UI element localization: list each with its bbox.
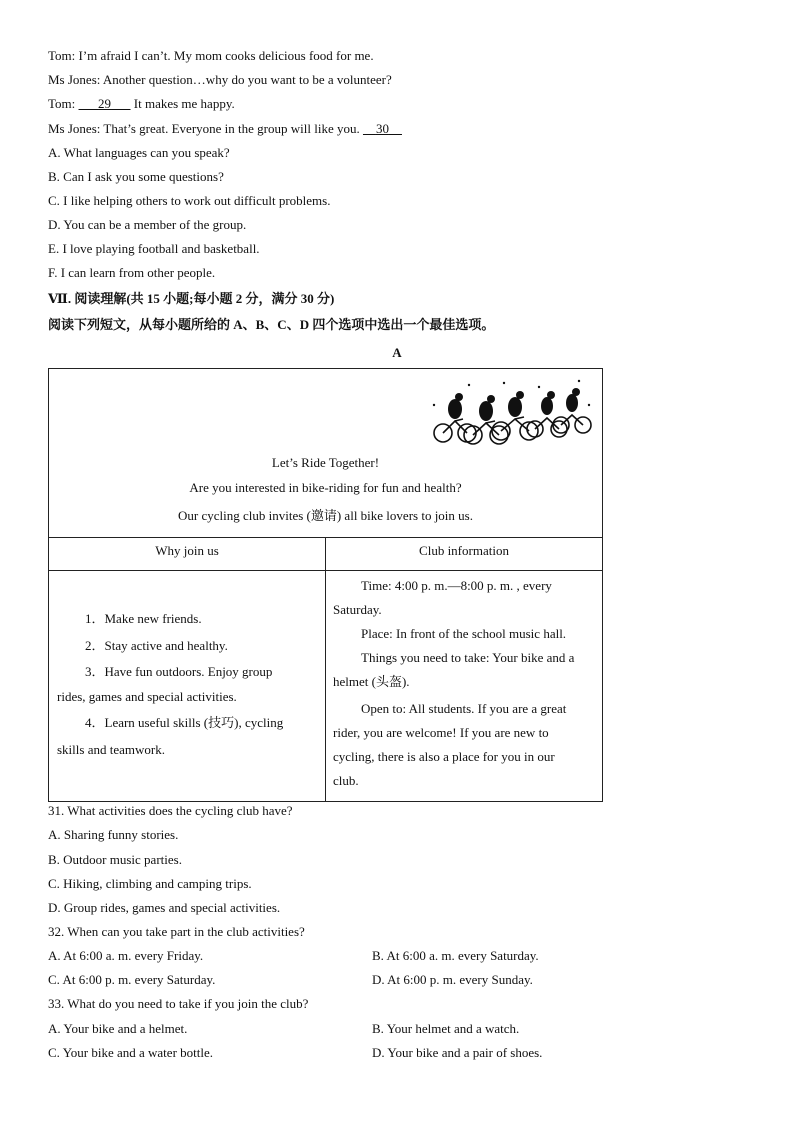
info-take: Things you need to take: Your bike and a xyxy=(361,650,575,665)
q33-option-a: A. Your bike and a helmet. xyxy=(48,1021,188,1036)
ad-title: Let’s Ride Together! xyxy=(271,455,380,470)
dialogue-option-b: B. Can I ask you some questions? xyxy=(48,169,224,184)
why-item-4: 4．Learn useful skills (技巧), cycling xyxy=(85,715,284,730)
col-why-header: Why join us xyxy=(49,537,325,571)
q33-stem: 33. What do you need to take if you join the club? xyxy=(48,996,309,1011)
dialogue-line-2: Ms Jones: Another question…why do you want to be a volunteer? xyxy=(48,72,392,87)
col-info-header: Club information xyxy=(326,537,602,571)
dialogue-option-a: A. What languages can you speak? xyxy=(48,145,230,160)
info-open-cont-3: club. xyxy=(333,773,359,788)
why-item-1: 1．Make new friends. xyxy=(85,611,202,626)
q32-option-c: C. At 6:00 p. m. every Saturday. xyxy=(48,972,216,987)
blank-29-number: 29 xyxy=(98,96,112,111)
blank30-prefix: Ms Jones: That’s great. Everyone in the group will like you. xyxy=(48,121,363,136)
blank-30-number: 30 xyxy=(375,121,389,136)
q31-option-a: A. Sharing funny stories. xyxy=(48,827,179,842)
dialogue-option-f: F. I can learn from other people. xyxy=(48,265,216,280)
blank29-suffix: It makes me happy. xyxy=(130,96,235,111)
dialogue-option-c: C. I like helping others to work out difficult problems. xyxy=(48,193,331,208)
info-take-cont: helmet (头盔). xyxy=(333,674,410,689)
section-title: Ⅶ. 阅读理解(共 15 小题;每小题 2 分，满分 30 分) xyxy=(48,291,335,306)
why-item-3-cont: rides, games and special activities. xyxy=(57,689,237,704)
ad-header xyxy=(49,369,602,538)
q33-option-d: D. Your bike and a pair of shoes. xyxy=(372,1045,543,1060)
q33-option-c: C. Your bike and a water bottle. xyxy=(48,1045,214,1060)
dialogue-line-1: Tom: I’m afraid I can’t. My mom cooks delicious food for me. xyxy=(48,48,374,63)
dialogue-line-29 xyxy=(48,96,235,112)
blank29-prefix: Tom: xyxy=(48,96,79,111)
q31-stem: 31. What activities does the cycling club have? xyxy=(48,803,293,818)
q32-option-d: D. At 6:00 p. m. every Sunday. xyxy=(372,972,533,987)
info-open-cont-1: rider, you are welcome! If you are new to xyxy=(333,725,549,740)
q31-option-d: D. Group rides, games and special activities. xyxy=(48,900,281,915)
dialogue-line-30 xyxy=(48,121,402,137)
why-item-2: 2．Stay active and healthy. xyxy=(85,638,228,653)
ad-line-2: Are you interested in bike-riding for fun and health? xyxy=(189,480,462,495)
why-item-3: 3．Have fun outdoors. Enjoy group xyxy=(85,664,273,679)
blank-29 xyxy=(79,96,131,112)
info-time-cont: Saturday. xyxy=(333,602,382,617)
cyclists-illustration xyxy=(429,375,594,447)
info-open-cont-2: cycling, there is also a place for you in our xyxy=(333,749,555,764)
instructions: 阅读下列短文，从每小题所给的 A、B、C、D 四个选项中选出一个最佳选项。 xyxy=(48,317,495,332)
q31-option-c: C. Hiking, climbing and camping trips. xyxy=(48,876,252,891)
dialogue-option-e: E. I love playing football and basketball. xyxy=(48,241,260,256)
info-open: Open to: All students. If you are a great xyxy=(361,701,567,716)
dialogue-option-d: D. You can be a member of the group. xyxy=(48,217,247,232)
why-item-4-cont: skills and teamwork. xyxy=(57,742,165,757)
q31-option-b: B. Outdoor music parties. xyxy=(48,852,182,867)
q32-option-a: A. At 6:00 a. m. every Friday. xyxy=(48,948,204,963)
blank-30 xyxy=(363,121,402,137)
q33-option-b: B. Your helmet and a watch. xyxy=(372,1021,520,1036)
passage-label: A xyxy=(392,345,402,360)
info-place: Place: In front of the school music hall. xyxy=(361,626,567,641)
why-list xyxy=(57,605,319,764)
ad-box xyxy=(48,368,603,802)
ad-line-3: Our cycling club invites (邀请) all bike lovers to join us. xyxy=(178,508,473,523)
q32-option-b: B. At 6:00 a. m. every Saturday. xyxy=(372,948,539,963)
info-list xyxy=(333,574,599,793)
column-divider xyxy=(325,537,326,802)
q32-stem: 32. When can you take part in the club activities? xyxy=(48,924,305,939)
info-time: Time: 4:00 p. m.—8:00 p. m. , every xyxy=(361,578,552,593)
